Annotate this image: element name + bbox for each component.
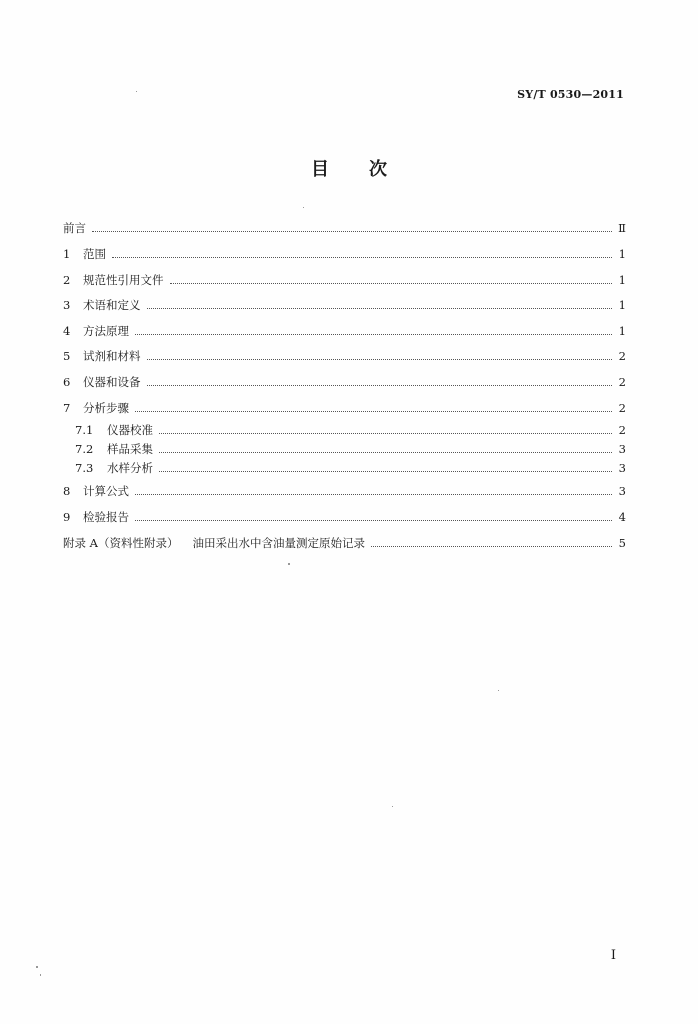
toc-entry-7-1[interactable] [63,422,626,438]
leader-dots [135,333,612,335]
leader-dots [159,432,612,434]
toc-page-number: Ⅱ [618,221,626,235]
scan-speck [288,563,290,565]
toc-page-number: 1 [618,324,626,338]
leader-dots [159,451,612,453]
leader-dots [92,230,612,232]
toc-number: 5 [63,349,71,363]
toc-number: 2 [63,273,71,287]
toc-label: 试剂和材料 [83,349,141,363]
toc-page-number: 5 [618,536,626,550]
toc-label: 样品采集 [107,442,153,456]
toc-label: 仪器校准 [107,423,153,437]
toc-number: 6 [63,375,71,389]
toc-label: 术语和定义 [83,298,141,312]
standard-code: SY/T 0530—2011 [517,88,624,101]
toc-label: 规范性引用文件 [83,273,164,287]
scan-speck [303,207,304,208]
toc-page-number: 2 [618,349,626,363]
leader-dots [170,282,613,284]
toc-label: 水样分析 [107,461,153,475]
toc-number: 3 [63,298,71,312]
toc-label: 分析步骤 [83,401,129,415]
leader-dots [147,307,613,309]
page-number: I [610,948,616,963]
toc-page-number: 3 [618,442,626,456]
leader-dots [112,256,612,258]
toc-number: 8 [63,484,71,498]
leader-dots [147,358,613,360]
toc-label: 范围 [83,247,106,261]
scan-speck [136,91,137,92]
toc-entry-appendix-a[interactable] [63,535,626,551]
toc-label: 油田采出水中含油量测定原始记录 [192,536,365,550]
toc-number: 9 [63,510,71,524]
toc-number: 4 [63,324,71,338]
scan-speck [40,974,41,976]
toc-entry-1[interactable] [63,246,626,262]
toc-label: 方法原理 [83,324,129,338]
toc-entry-2[interactable] [63,272,626,288]
toc-entry-3[interactable] [63,297,626,313]
toc-page-number: 2 [618,375,626,389]
scan-speck [36,966,38,968]
toc-entry-4[interactable] [63,323,626,339]
toc-page-number: 1 [618,273,626,287]
toc-number: 7.3 [75,461,94,475]
leader-dots [147,384,613,386]
toc-label: 前言 [63,221,86,235]
scan-speck [498,690,499,691]
toc-page-number: 3 [618,484,626,498]
toc-entry-8[interactable] [63,483,626,499]
toc-entry-7-3[interactable] [63,460,626,476]
leader-dots [135,493,612,495]
toc-entry-7[interactable] [63,400,626,416]
toc-label: 检验报告 [83,510,129,524]
toc-number: 7.2 [75,442,94,456]
toc-entry-9[interactable] [63,509,626,525]
toc-entry-5[interactable] [63,348,626,364]
leader-dots [135,410,612,412]
toc-label: 计算公式 [83,484,129,498]
toc-page-number: 2 [618,423,626,437]
toc-page-number: 2 [618,401,626,415]
page-title: 目次 [311,159,427,180]
toc-appendix-number: 附录 A（资料性附录） [63,536,179,550]
toc-page-number: 1 [618,298,626,312]
leader-dots [371,545,612,547]
toc-page-number: 4 [618,510,626,524]
toc-page-number: 3 [618,461,626,475]
toc-entry-6[interactable] [63,374,626,390]
toc-number: 1 [63,247,71,261]
toc-label: 仪器和设备 [83,375,141,389]
toc-entry-7-2[interactable] [63,441,626,457]
toc-entry-foreword[interactable] [63,220,626,236]
toc-page-number: 1 [618,247,626,261]
toc-number: 7 [63,401,71,415]
leader-dots [159,470,612,472]
toc-number: 7.1 [75,423,94,437]
leader-dots [135,519,612,521]
scan-speck [392,806,393,807]
